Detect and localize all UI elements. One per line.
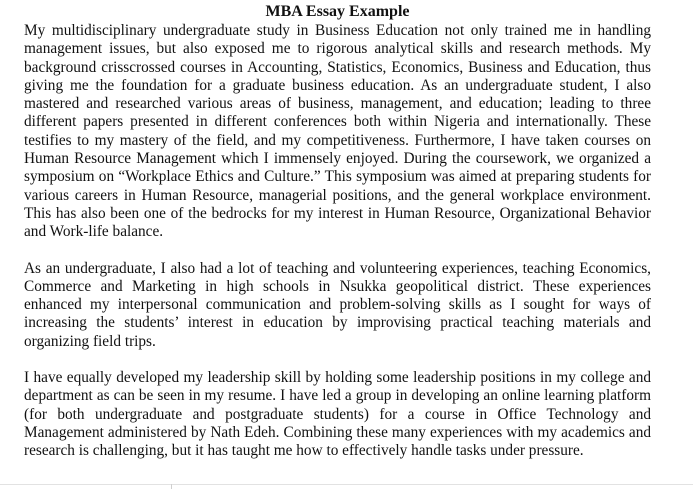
ruler-tick — [171, 484, 172, 489]
paragraph-spacer — [24, 351, 651, 369]
essay-title: MBA Essay Example — [265, 3, 410, 20]
essay-paragraph-1: My multidisciplinary undergraduate study in Business Education not only trained me in handling management issues, but also exposed me to rigorous analytical skills and research methods. My background crisscrossed courses in Accounting, Statistics, Economics, Business and Education, thus giving me the foundation for a graduate business education. As an undergraduate student, I also mastered and researched various areas of business, management, and education; leading to three different papers presented in different conferences both within Nigeria and internationally. These testifies to my mastery of the field, and my competitiveness. Furthermore, I have taken courses on Human Resource Management which I immensely enjoyed. During the coursework, we organized a symposium on “Workplace Ethics and Culture.” This symposium was aimed at preparing students for various careers in Human Resource, managerial positions, and the general workplace environment. This has also been one of the bedrocks for my interest in Human Resource, Organizational Behavior and Work-life balance. — [24, 22, 651, 241]
page-bottom-divider — [0, 484, 693, 485]
essay-document — [24, 3, 651, 461]
essay-paragraph-3: I have equally developed my leadership skill by holding some leadership positions in my college and department as can be seen in my resume. I have led a group in developing an online learning platform (for both undergraduate and postgraduate students) for a course in Office Technology and Management administered by Nath Edeh. Combining these many experiences with my academics and research is challenging, but it has taught me how to effectively handle tasks under pressure. — [24, 369, 651, 460]
essay-paragraph-2: As an undergraduate, I also had a lot of teaching and volunteering experiences, teaching Economics, Commerce and Marketing in high schools in Nsukka geopolitical district. These experiences enhanced my interpersonal communication and problem-solving skills as I sought for ways of increasing the students’ interest in education by improvising practical teaching materials and organizing field trips. — [24, 259, 651, 350]
paragraph-spacer — [24, 242, 651, 260]
